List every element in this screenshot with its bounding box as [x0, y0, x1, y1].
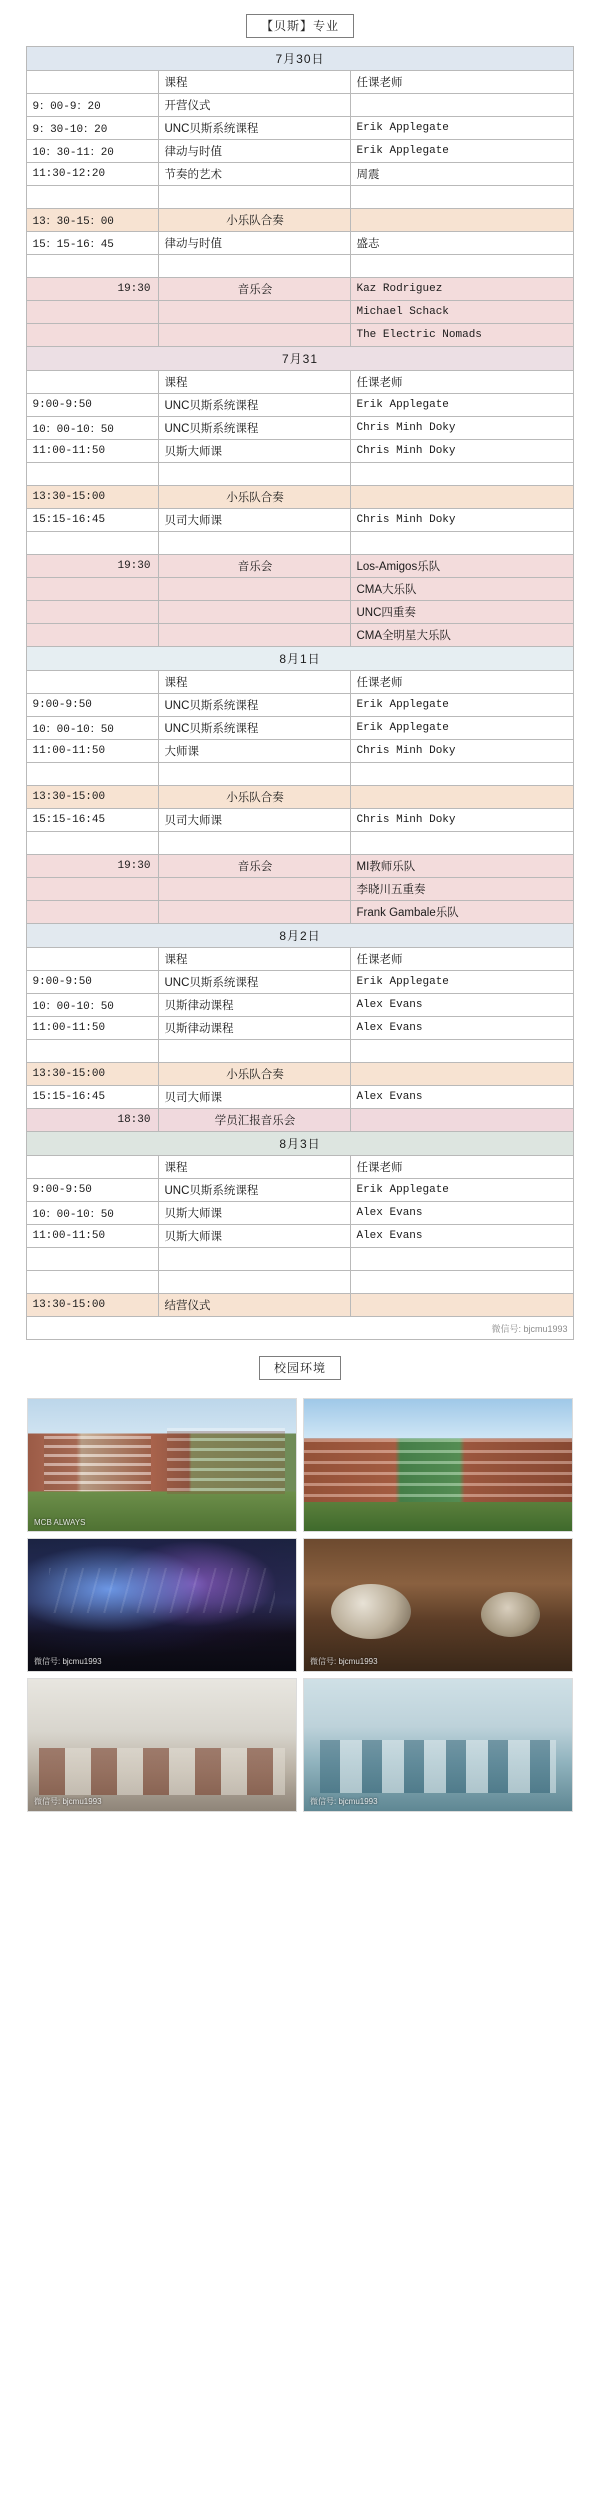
cell-time: 15:15-16:45 — [27, 809, 159, 832]
cell-course — [159, 255, 351, 278]
schedule-row — [27, 417, 573, 440]
cell-course: 律动与时值 — [159, 232, 351, 255]
photo-caption: MCB ALWAYS — [34, 1518, 86, 1527]
cell-course: 开营仪式 — [159, 94, 351, 117]
concert-subrow — [27, 324, 573, 347]
cell-time — [27, 532, 159, 555]
cell-time — [27, 578, 159, 601]
cell-teacher: Frank Gambale乐队 — [351, 901, 573, 924]
cell-teacher: Chris Minh Doky — [351, 509, 573, 532]
cell-time — [27, 301, 159, 324]
concert-subrow — [27, 578, 573, 601]
cell-course: 贝斯大师课 — [159, 1225, 351, 1248]
blank-row — [27, 763, 573, 786]
cell-course: 节奏的艺术 — [159, 163, 351, 186]
cell-time: 10：00-10：50 — [27, 717, 159, 740]
cell-time: 13：30-15：00 — [27, 209, 159, 232]
schedule-date-header — [27, 47, 573, 71]
schedule-row — [27, 94, 573, 117]
cell-course: 贝斯大师课 — [159, 1202, 351, 1225]
cell-time: 13:30-15:00 — [27, 1294, 159, 1317]
date-label: 7月30日 — [27, 47, 573, 71]
cell-teacher: Alex Evans — [351, 1202, 573, 1225]
cell-teacher: 任课老师 — [351, 671, 573, 694]
cell-course: 音乐会 — [159, 278, 351, 301]
photo-caption: 微信号: bjcmu1993 — [34, 1797, 102, 1806]
cell-time — [27, 371, 159, 394]
cell-course: 音乐会 — [159, 855, 351, 878]
watermark-text: 微信号: bjcmu1993 — [27, 1317, 573, 1340]
cell-course: 结营仪式 — [159, 1294, 351, 1317]
cell-teacher — [351, 255, 573, 278]
column-header-row — [27, 671, 573, 694]
cell-time: 9:00-9:50 — [27, 394, 159, 417]
cell-time: 10：30-11：20 — [27, 140, 159, 163]
blank-row — [27, 1248, 573, 1271]
cell-time — [27, 601, 159, 624]
schedule-date-header — [27, 647, 573, 671]
cell-course: 小乐队合奏 — [159, 209, 351, 232]
concert-subrow — [27, 878, 573, 901]
cell-teacher: Chris Minh Doky — [351, 740, 573, 763]
cell-time: 13:30-15:00 — [27, 1063, 159, 1086]
cell-time: 13:30-15:00 — [27, 786, 159, 809]
gallery-row — [27, 1538, 573, 1672]
cell-course: 课程 — [159, 71, 351, 94]
cell-time: 9：30-10：20 — [27, 117, 159, 140]
cell-teacher — [351, 832, 573, 855]
cell-teacher — [351, 209, 573, 232]
schedule-row — [27, 440, 573, 463]
cell-time — [27, 624, 159, 647]
cell-course: 课程 — [159, 948, 351, 971]
concert-row — [27, 555, 573, 578]
campus-photo-concert-stage — [27, 1538, 297, 1672]
cell-time: 9:00-9:50 — [27, 694, 159, 717]
cell-time: 11:00-11:50 — [27, 1017, 159, 1040]
cell-teacher: Erik Applegate — [351, 140, 573, 163]
cell-teacher — [351, 1063, 573, 1086]
cell-time — [27, 763, 159, 786]
campus-photo-drum-room — [303, 1538, 573, 1672]
concert-subrow — [27, 301, 573, 324]
cell-time: 10：00-10：50 — [27, 1202, 159, 1225]
cell-time — [27, 1271, 159, 1294]
cell-course: UNC贝斯系统课程 — [159, 394, 351, 417]
cell-teacher: Chris Minh Doky — [351, 440, 573, 463]
column-header-row — [27, 371, 573, 394]
cell-teacher — [351, 1271, 573, 1294]
campus-gallery — [27, 1398, 573, 1812]
cell-teacher: Chris Minh Doky — [351, 417, 573, 440]
date-label: 8月1日 — [27, 647, 573, 671]
cell-teacher: 李晓川五重奏 — [351, 878, 573, 901]
cell-course: 小乐队合奏 — [159, 486, 351, 509]
cell-course — [159, 1248, 351, 1271]
campus-photo-classroom — [303, 1678, 573, 1812]
cell-time — [27, 948, 159, 971]
schedule-row — [27, 232, 573, 255]
closing-row — [27, 1294, 573, 1317]
cell-course — [159, 601, 351, 624]
cell-course — [159, 878, 351, 901]
cell-teacher: Chris Minh Doky — [351, 809, 573, 832]
cell-teacher — [351, 786, 573, 809]
campus-photo-cafeteria — [27, 1678, 297, 1812]
cell-time: 9:00-9:50 — [27, 971, 159, 994]
cell-teacher: The Electric Nomads — [351, 324, 573, 347]
cell-teacher — [351, 1248, 573, 1271]
ensemble-row — [27, 486, 573, 509]
schedule-row — [27, 1202, 573, 1225]
cell-teacher: 盛志 — [351, 232, 573, 255]
report-concert-row — [27, 1109, 573, 1132]
gallery-row — [27, 1398, 573, 1532]
cell-time: 9:00-9:50 — [27, 1179, 159, 1202]
cell-time: 11:00-11:50 — [27, 440, 159, 463]
cell-teacher: Michael Schack — [351, 301, 573, 324]
cell-teacher: Kaz Rodriguez — [351, 278, 573, 301]
cell-course: 贝司大师课 — [159, 809, 351, 832]
blank-row — [27, 532, 573, 555]
cell-course — [159, 301, 351, 324]
cell-teacher — [351, 186, 573, 209]
campus-photo-building-lawn — [27, 1398, 297, 1532]
schedule-row — [27, 163, 573, 186]
column-header-row — [27, 948, 573, 971]
schedule-row — [27, 694, 573, 717]
cell-time — [27, 71, 159, 94]
cell-teacher: CMA全明星大乐队 — [351, 624, 573, 647]
cell-teacher: 任课老师 — [351, 371, 573, 394]
cell-teacher: Erik Applegate — [351, 117, 573, 140]
schedule-date-header — [27, 347, 573, 371]
cell-time: 18:30 — [27, 1109, 159, 1132]
schedule-row — [27, 1179, 573, 1202]
concert-subrow — [27, 901, 573, 924]
cell-time — [27, 671, 159, 694]
cell-course: 大师课 — [159, 740, 351, 763]
concert-row — [27, 278, 573, 301]
cell-course — [159, 324, 351, 347]
column-header-row — [27, 1156, 573, 1179]
cell-course: 音乐会 — [159, 555, 351, 578]
cell-teacher: Erik Applegate — [351, 394, 573, 417]
cell-time — [27, 832, 159, 855]
schedule-row — [27, 140, 573, 163]
blank-row — [27, 832, 573, 855]
cell-time: 19:30 — [27, 855, 159, 878]
cell-time: 10：00-10：50 — [27, 994, 159, 1017]
cell-course — [159, 532, 351, 555]
cell-course: 课程 — [159, 671, 351, 694]
cell-course: UNC贝斯系统课程 — [159, 1179, 351, 1202]
cell-teacher: Erik Applegate — [351, 694, 573, 717]
cell-course — [159, 463, 351, 486]
cell-course — [159, 624, 351, 647]
cell-time: 15:15-16:45 — [27, 509, 159, 532]
schedule-row — [27, 809, 573, 832]
cell-time: 19:30 — [27, 278, 159, 301]
major-heading: 【贝斯】专业 — [246, 14, 354, 38]
cell-time: 11:00-11:50 — [27, 740, 159, 763]
cell-time — [27, 255, 159, 278]
cell-teacher — [351, 463, 573, 486]
cell-course: 小乐队合奏 — [159, 786, 351, 809]
schedule-table — [26, 46, 573, 1340]
campus-heading-wrap — [0, 1340, 600, 1388]
cell-teacher — [351, 94, 573, 117]
blank-row — [27, 255, 573, 278]
schedule-row — [27, 1225, 573, 1248]
cell-course — [159, 186, 351, 209]
cell-teacher — [351, 1109, 573, 1132]
date-label: 8月3日 — [27, 1132, 573, 1156]
cell-course: 贝斯大师课 — [159, 440, 351, 463]
concert-row — [27, 855, 573, 878]
photo-caption: 微信号: bjcmu1993 — [310, 1797, 378, 1806]
schedule-row — [27, 1086, 573, 1109]
cell-course: 贝斯律动课程 — [159, 1017, 351, 1040]
schedule-row — [27, 740, 573, 763]
cell-teacher: UNC四重奏 — [351, 601, 573, 624]
cell-teacher — [351, 532, 573, 555]
cell-time: 11:00-11:50 — [27, 1225, 159, 1248]
cell-time — [27, 1248, 159, 1271]
major-heading-wrap — [0, 8, 600, 46]
cell-course: 贝司大师课 — [159, 1086, 351, 1109]
campus-photo-brick-green-building — [303, 1398, 573, 1532]
cell-course: 课程 — [159, 1156, 351, 1179]
concert-subrow — [27, 624, 573, 647]
schedule-row — [27, 394, 573, 417]
blank-row — [27, 1271, 573, 1294]
cell-time: 11:30-12:20 — [27, 163, 159, 186]
cell-teacher: 周震 — [351, 163, 573, 186]
schedule-date-header — [27, 1132, 573, 1156]
cell-teacher: Erik Applegate — [351, 717, 573, 740]
cell-teacher: Alex Evans — [351, 1086, 573, 1109]
cell-course: UNC贝斯系统课程 — [159, 117, 351, 140]
cell-teacher: Alex Evans — [351, 994, 573, 1017]
schedule-row — [27, 717, 573, 740]
cell-teacher: Alex Evans — [351, 1225, 573, 1248]
cell-teacher: 任课老师 — [351, 1156, 573, 1179]
photo-caption: 微信号: bjcmu1993 — [310, 1657, 378, 1666]
photo-caption: 微信号: bjcmu1993 — [34, 1657, 102, 1666]
schedule-row — [27, 1017, 573, 1040]
cell-time: 10：00-10：50 — [27, 417, 159, 440]
cell-time: 15：15-16：45 — [27, 232, 159, 255]
cell-course: 课程 — [159, 371, 351, 394]
blank-row — [27, 463, 573, 486]
cell-time — [27, 1156, 159, 1179]
cell-teacher — [351, 486, 573, 509]
schedule-row — [27, 994, 573, 1017]
cell-course — [159, 1271, 351, 1294]
cell-course: 小乐队合奏 — [159, 1063, 351, 1086]
gallery-row — [27, 1678, 573, 1812]
cell-course — [159, 763, 351, 786]
cell-time — [27, 186, 159, 209]
cell-course: 贝司大师课 — [159, 509, 351, 532]
cell-course: 律动与时值 — [159, 140, 351, 163]
ensemble-row — [27, 786, 573, 809]
cell-time — [27, 1040, 159, 1063]
cell-time: 13:30-15:00 — [27, 486, 159, 509]
ensemble-row — [27, 1063, 573, 1086]
schedule-row — [27, 971, 573, 994]
cell-teacher: 任课老师 — [351, 71, 573, 94]
cell-teacher — [351, 1294, 573, 1317]
cell-teacher: Erik Applegate — [351, 971, 573, 994]
cell-teacher: MI教师乐队 — [351, 855, 573, 878]
cell-teacher: Erik Applegate — [351, 1179, 573, 1202]
cell-course: UNC贝斯系统课程 — [159, 717, 351, 740]
cell-time: 9：00-9：20 — [27, 94, 159, 117]
cell-course: UNC贝斯系统课程 — [159, 971, 351, 994]
cell-course: UNC贝斯系统课程 — [159, 694, 351, 717]
cell-course: 学员汇报音乐会 — [159, 1109, 351, 1132]
cell-course — [159, 832, 351, 855]
column-header-row — [27, 71, 573, 94]
cell-time — [27, 324, 159, 347]
cell-course — [159, 578, 351, 601]
cell-course — [159, 1040, 351, 1063]
cell-teacher: 任课老师 — [351, 948, 573, 971]
blank-row — [27, 1040, 573, 1063]
concert-subrow — [27, 601, 573, 624]
schedule-row — [27, 117, 573, 140]
blank-row — [27, 186, 573, 209]
cell-course — [159, 901, 351, 924]
date-label: 8月2日 — [27, 924, 573, 948]
ensemble-row — [27, 209, 573, 232]
cell-course: UNC贝斯系统课程 — [159, 417, 351, 440]
schedule-row — [27, 509, 573, 532]
schedule-date-header — [27, 924, 573, 948]
cell-teacher: Alex Evans — [351, 1017, 573, 1040]
cell-teacher: Los-Amigos乐队 — [351, 555, 573, 578]
cell-time — [27, 878, 159, 901]
cell-time — [27, 901, 159, 924]
campus-heading: 校园环境 — [259, 1356, 341, 1380]
watermark-row — [27, 1317, 573, 1340]
cell-teacher — [351, 763, 573, 786]
date-label: 7月31 — [27, 347, 573, 371]
cell-time: 15:15-16:45 — [27, 1086, 159, 1109]
cell-time: 19:30 — [27, 555, 159, 578]
cell-course: 贝斯律动课程 — [159, 994, 351, 1017]
cell-teacher: CMA大乐队 — [351, 578, 573, 601]
cell-time — [27, 463, 159, 486]
cell-teacher — [351, 1040, 573, 1063]
